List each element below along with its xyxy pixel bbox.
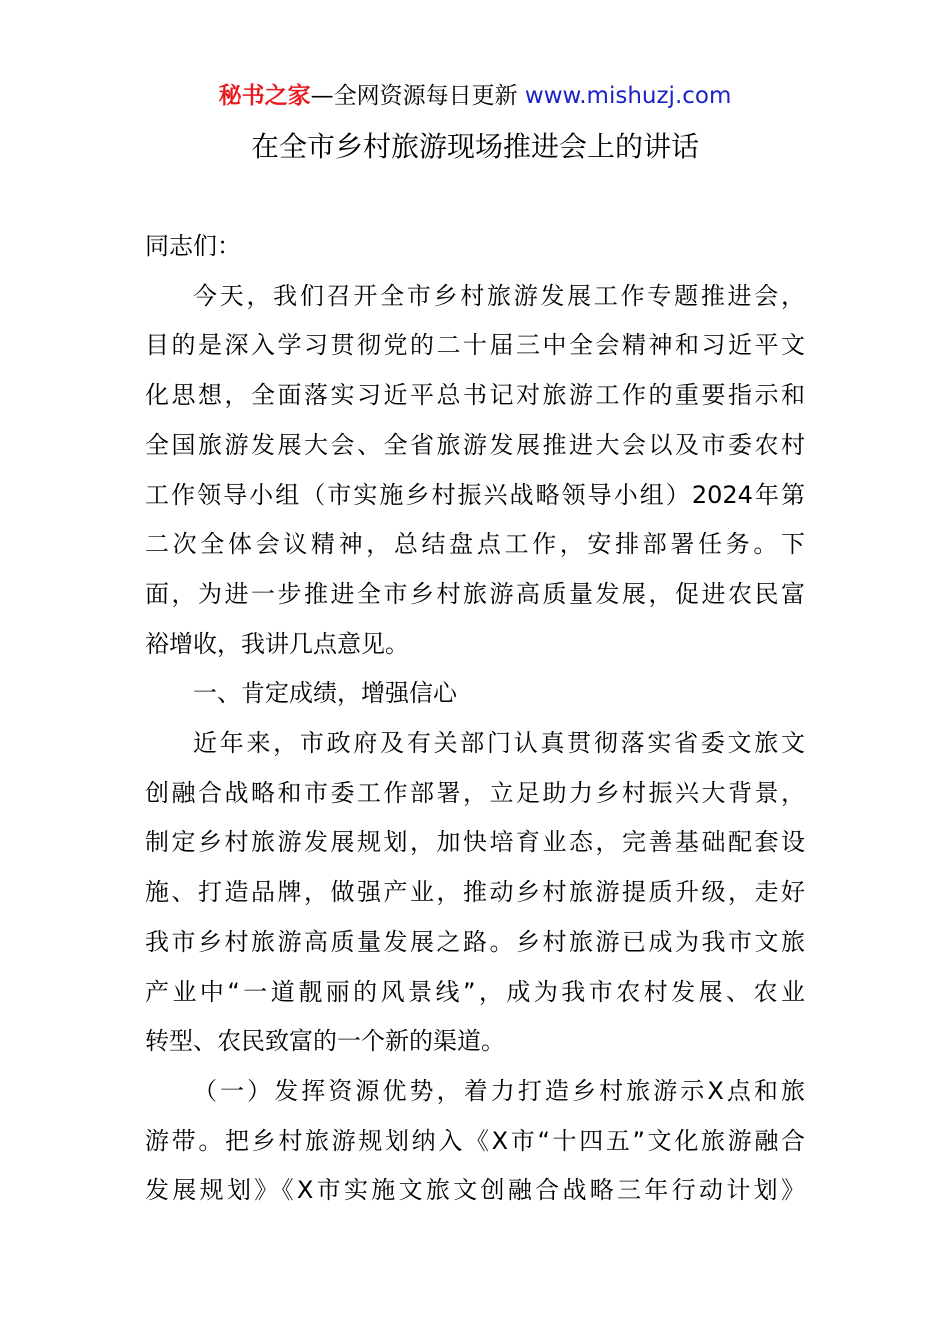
section-heading [145,669,805,719]
paragraph-line: （一）发挥资源优势，着力打造乡村旅游示X点和旅 [193,1076,805,1105]
paragraph-line: 今天，我们召开全市乡村旅游发展工作专题推进会， [193,281,805,310]
paragraph-line: 我市乡村旅游高质量发展之路。乡村旅游已成为我市文旅 [145,927,805,956]
site-brand: 秘书之家 [218,83,311,109]
paragraph-line: 二次全体会议精神，总结盘点工作，安排部署任务。下 [145,530,805,559]
paragraph-intro [145,272,805,670]
paragraph-line: 近年来，市政府及有关部门认真贯彻落实省委文旅文 [193,729,805,758]
paragraph-line: 制定乡村旅游发展规划，加快培育业态，完善基础配套设 [145,828,805,857]
greeting [145,222,805,272]
greeting-line: 同志们： [145,232,241,260]
paragraph-achievements [145,719,805,1067]
paragraph-line: 转型、农民致富的一个新的渠道。 [145,1027,505,1056]
site-url-link[interactable]: www.mishuzj.com [524,83,732,109]
paragraph-subsection-1 [145,1067,805,1216]
paragraph-line: 全国旅游发展大会、全省旅游发展推进大会以及市委农村 [145,430,805,459]
paragraph-line: 化思想，全面落实习近平总书记对旅游工作的重要指示和 [145,381,805,410]
paragraph-line: 目的是深入学习贯彻党的二十届三中全会精神和习近平文 [145,331,805,360]
section-heading-line: 一、肯定成绩，增强信心 [193,679,457,708]
paragraph-line: 发展规划》《X市实施文旅文创融合战略三年行动计划》 [145,1176,805,1205]
paragraph-line: 施、打造品牌，做强产业，推动乡村旅游提质升级，走好 [145,878,805,907]
paragraph-line: 工作领导小组（市实施乡村振兴战略领导小组）2024年第 [145,480,805,509]
paragraph-line: 裕增收，我讲几点意见。 [145,629,409,658]
site-tagline: —全网资源每日更新 [310,83,525,109]
document-body [145,222,805,1216]
site-header [0,80,950,112]
paragraph-line: 产业中“一道靓丽的风景线”，成为我市农村发展、农业 [145,977,805,1006]
paragraph-line: 创融合战略和市委工作部署，立足助力乡村振兴大背景， [145,778,805,807]
paragraph-line: 面，为进一步推进全市乡村旅游高质量发展，促进农民富 [145,579,805,608]
paragraph-line: 游带。把乡村旅游规划纳入《X市“十四五”文化旅游融合 [145,1126,805,1155]
document-title: 在全市乡村旅游现场推进会上的讲话 [250,130,699,163]
